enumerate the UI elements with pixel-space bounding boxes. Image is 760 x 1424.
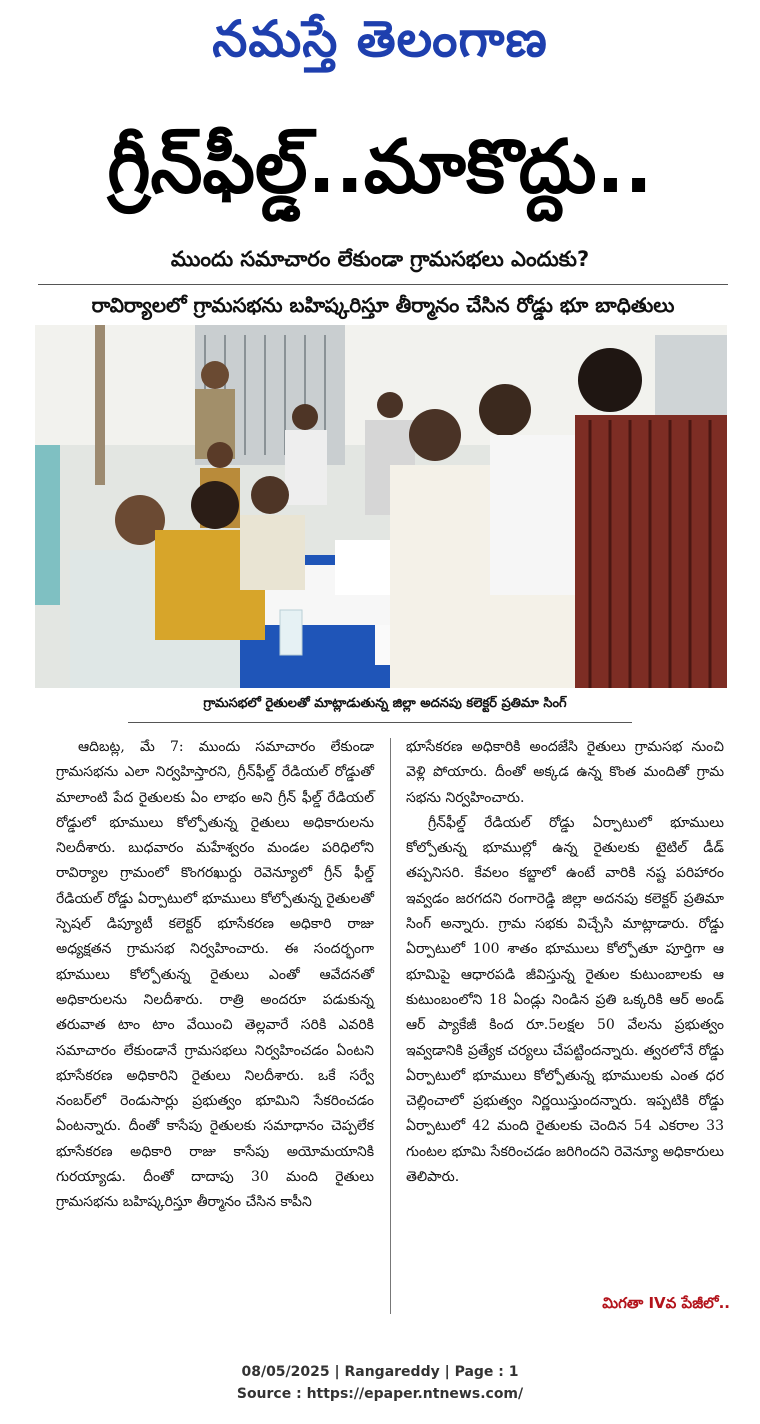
- article-deck: రావిర్యాలలో గ్రామసభను బహిష్కరిస్తూ తీర్మానం చేసిన రోడ్డు భూ బాధితులు: [91, 293, 675, 317]
- photo-caption: గ్రామసభలో రైతులతో మాట్లాడుతున్న జిల్లా అదనపు కలెక్టర్‌ ప్రతిమా సింగ్‌: [203, 696, 567, 711]
- article-body-right-column: [406, 735, 724, 1295]
- caption-rule: [128, 722, 632, 723]
- body-paragraph: ఆదిబట్ల, మే 7: ముందు సమాచారం లేకుండా గ్రామసభను ఎలా నిర్వహిస్తారని, గ్రీన్‌ఫీల్డ్‌ రేడియల్‌ రోడ్డుతో మాలాంటి పేద రైతులకు ఏం లాభం అని గ్రీన్‌ ఫీల్డ్‌ రేడియల్‌ రోడ్డులో భూములు కోల్పోతున్న రైతులు అధికారులను నిలదీశారు. బుధవారం మహేశ్వరం మండల పరిధిలోని రావిర్యాల గ్రామంలో కొంగరఖుర్దు రెవెన్యూలో గ్రీన్‌ ఫీల్డ్‌ రేడియల్‌ రోడ్డు ఏర్పాటులో భూములు కోల్పోతున్న రైతులతో స్పెషల్‌ డిప్యూటీ కలెక్టర్‌ భూసేకరణ అధికారి రాజు అధ్యక్షతన గ్రామసభ నిర్వహించారు. ఈ సందర్భంగా భూములు కోల్పోతున్న రైతులు ఎంతో ఆవేదనతో అధికారులను నిలదీశారు. రాత్రి అందరూ పడుకున్న తరువాత టాం టాం వేయించి తెల్లవారే సరికి ఎవరికి సమాచారం లేకుండానే గ్రామసభలు నిర్వహించడం ఏంటని భూసేకరణ అధికారిని రైతులు నిలదీశారు. ఒకే సర్వే నంబర్‌లో రెండుసార్లు ప్రభుత్వం భూమిని సేకరించడం ఏంటన్నారు. దీంతో కాసేపు రైతులకు సమాధానం చెప్పలేక భూసేకరణ అధికారి రాజు కాసేపు అయోమయానికి గురయ్యాడు. దీంతో దాదాపు 30 మంది రైతులు గ్రామసభను బహిష్కరిస్తూ తీర్మానం చేసిన కాపీని: [56, 739, 374, 1211]
- article-headline: గ్రీన్‌ఫీల్డ్‌..మాకొద్దు..: [107, 124, 653, 210]
- article-photo: [35, 325, 727, 688]
- article-subhead: ముందు సమాచారం లేకుండా గ్రామసభలు ఎందుకు?: [170, 247, 590, 271]
- newspaper-masthead: నమస్తే తెలంగాణ: [212, 10, 548, 68]
- continued-on-page-link[interactable]: మిగతా IVవ పేజీలో..: [602, 1294, 730, 1312]
- page-info: 08/05/2025 | Rangareddy | Page : 1: [241, 1364, 519, 1380]
- column-divider: [390, 738, 391, 1314]
- body-paragraph: భూసేకరణ అధికారికి అందజేసి రైతులు గ్రామసభ నుంచి వెళ్లి పోయారు. దీంతో అక్కడ ఉన్న కొంత మందితో గ్రామ సభను నిర్వహించారు.: [406, 739, 724, 806]
- body-paragraph: గ్రీన్‌ఫీల్డ్‌ రేడియల్‌ రోడ్డు ఏర్పాటులో భూములు కోల్పోతున్న భూముల్లో ఉన్న రైతులకు టైటిల్‌ డీడ్‌ తప్పనిసరి. కేవలం కబ్జాలో ఉంటే వారికి నష్ట పరిహారం ఇవ్వడం జరగదని రంగారెడ్డి జిల్లా అదనపు కలెక్టర్‌ ప్రతిమా సింగ్‌ అన్నారు. గ్రామ సభకు విచ్చేసి మాట్లాడారు. రోడ్డు ఏర్పాటులో 100 శాతం భూములు కోల్పోతూ పూర్తిగా ఆ భూమిపై ఆధారపడి జీవిస్తున్న రైతుల కుటుంబాలకు ఆ కుటుంబంలోని 18 ఏండ్లు నిండిన ప్రతి ఒక్కరికి ఆర్‌ అండ్‌ ఆర్‌ ప్యాకేజీ కింద రూ.5లక్షల 50 వేలను ప్రభుత్వం ఇవ్వడానికి ప్రత్యేక చర్యలు చేపట్టిందన్నారు. త్వరలోనే రోడ్డు ఏర్పాటులో భూములు కోల్పోతున్న భూములకు ఎంత ధర చెల్లించాలో ప్రభుత్వం నిర్ణయిస్తుందన్నారు. ఇప్పటికి రోడ్డు ఏర్పాటులో 42 మంది రైతులకు చెందిన 54 ఎకరాల 33 గుంటల భూమి సేకరించడం జరిగిందని రెవెన్యూ అధికారులు తెలిపారు.: [406, 814, 724, 1186]
- deck-top-rule: [38, 284, 728, 285]
- source-url[interactable]: Source : https://epaper.ntnews.com/: [236, 1386, 524, 1402]
- article-body-left-column: [56, 735, 374, 1317]
